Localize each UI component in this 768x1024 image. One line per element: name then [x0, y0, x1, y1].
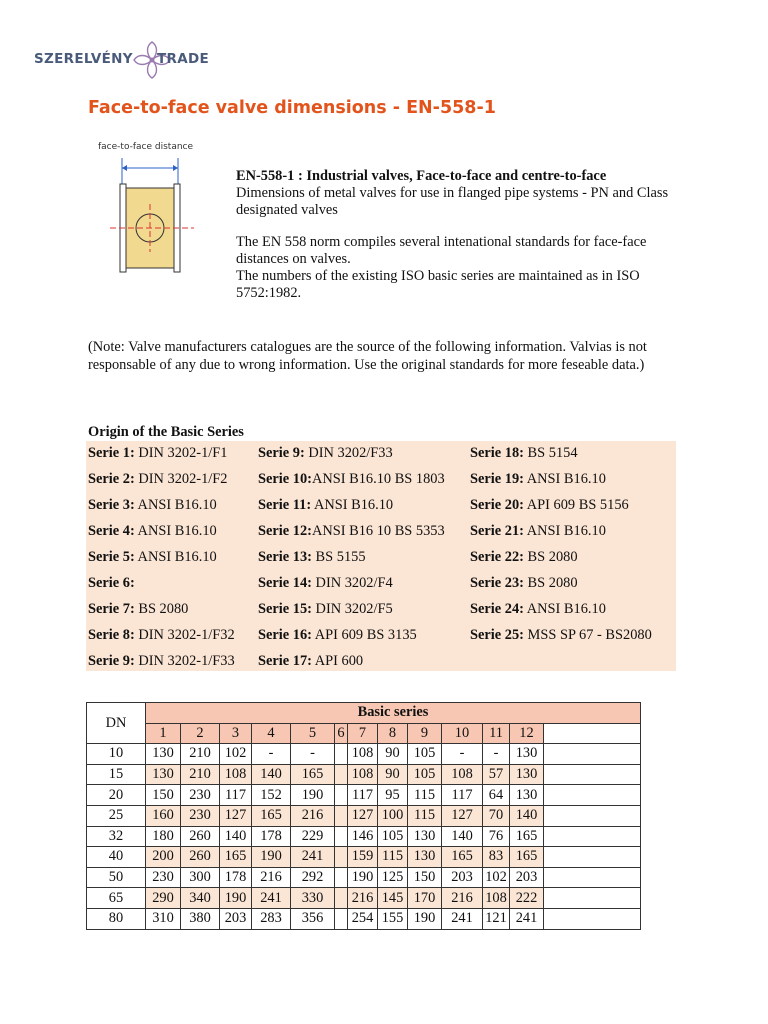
- table-row: [87, 847, 641, 868]
- dimension-cell: [335, 847, 348, 868]
- dn-header: DN: [87, 703, 146, 744]
- valve-drawing: [90, 140, 220, 280]
- dimension-cell: 165: [510, 847, 544, 868]
- valve-diagram: [90, 140, 220, 280]
- serie-key: Serie 16:: [258, 626, 312, 643]
- origin-cell: [468, 441, 676, 467]
- origin-table: [86, 441, 676, 674]
- serie-key: Serie 18:: [470, 445, 524, 462]
- dimension-cell: 130: [510, 744, 544, 765]
- dimension-cell: 83: [483, 847, 510, 868]
- dimension-cell: 102: [220, 744, 252, 765]
- serie-key: Serie 13:: [258, 549, 312, 565]
- dimension-cell: [335, 888, 348, 909]
- dimension-cell: 108: [348, 744, 378, 765]
- dimension-cell: 216: [291, 805, 335, 826]
- series-header: [544, 723, 641, 744]
- dimension-cell: 340: [181, 888, 220, 909]
- dimension-cell: 90: [378, 744, 408, 765]
- dimension-cell: 105: [408, 744, 442, 765]
- dimension-cell: -: [442, 744, 483, 765]
- dimension-cell: 130: [146, 764, 181, 785]
- dimension-cell: 155: [378, 908, 408, 929]
- dimension-cell: 108: [442, 764, 483, 785]
- origin-cell: [468, 519, 676, 545]
- origin-cell: [86, 493, 256, 519]
- dimension-cell: 152: [252, 785, 291, 806]
- serie-key: Serie 11:: [258, 497, 312, 514]
- dimension-cell: 57: [483, 764, 510, 785]
- series-header: 4: [252, 723, 291, 744]
- origin-cell: [86, 519, 256, 545]
- dimension-cell: 216: [348, 888, 378, 909]
- dimension-cell: 130: [408, 847, 442, 868]
- dimension-cell: 117: [220, 785, 252, 806]
- dimension-cell: 165: [220, 847, 252, 868]
- serie-key: Serie 19:: [470, 471, 524, 488]
- dimension-cell: 105: [408, 764, 442, 785]
- page-title: Face-to-face valve dimensions - EN-558-1: [88, 98, 496, 118]
- dimension-cell: 140: [442, 826, 483, 847]
- dimension-cell: [335, 805, 348, 826]
- serie-key: Serie 14:: [258, 574, 312, 591]
- dimension-cell: 178: [252, 826, 291, 847]
- origin-row: [86, 570, 676, 596]
- dimension-cell: 165: [252, 805, 291, 826]
- table-row: [87, 867, 641, 888]
- origin-row: [86, 622, 676, 648]
- serie-key: Serie 8:: [88, 626, 135, 643]
- brand-logo: [34, 40, 234, 80]
- serie-key: Serie 3:: [88, 497, 135, 514]
- serie-standard: DIN 3202-1/F1: [134, 445, 228, 462]
- origin-cell: [86, 622, 256, 648]
- serie-key: Serie 5:: [88, 549, 135, 565]
- dimension-cell: 380: [181, 908, 220, 929]
- dimension-cell: 76: [483, 826, 510, 847]
- dimension-cell: 127: [220, 805, 252, 826]
- dimension-cell: 105: [378, 826, 408, 847]
- dimension-cell: 165: [442, 847, 483, 868]
- dimension-cell: 121: [483, 908, 510, 929]
- dimension-cell: [335, 908, 348, 929]
- serie-standard: DIN 3202/F4: [311, 574, 393, 591]
- dimension-cell: 203: [220, 908, 252, 929]
- dimension-cell: 127: [442, 805, 483, 826]
- dimension-cell: 180: [146, 826, 181, 847]
- dimension-cell: 222: [510, 888, 544, 909]
- serie-standard: ANSI B16.10: [523, 471, 606, 488]
- table-row: [87, 826, 641, 847]
- dimension-cell: 115: [408, 805, 442, 826]
- dimension-cell: 216: [442, 888, 483, 909]
- dimension-cell: 102: [483, 867, 510, 888]
- serie-standard: API 600: [311, 652, 364, 669]
- dimension-cell: 130: [510, 785, 544, 806]
- origin-cell: [468, 467, 676, 493]
- dimension-cell: 150: [146, 785, 181, 806]
- serie-standard: ANSI B16.10: [134, 549, 217, 565]
- origin-cell: [468, 596, 676, 622]
- origin-row: [86, 441, 676, 467]
- serie-key: Serie 9:: [258, 445, 305, 462]
- serie-key: Serie 25:: [470, 626, 524, 643]
- serie-key: Serie 6:: [88, 574, 135, 591]
- serie-standard: BS 2080: [523, 574, 578, 591]
- dimension-cell: 127: [348, 805, 378, 826]
- table-row: [87, 785, 641, 806]
- series-header: 5: [291, 723, 335, 744]
- dimension-cell: 100: [378, 805, 408, 826]
- intro-subheading: Dimensions of metal valves for use in flanged pipe systems - PN and Class designated valves: [236, 184, 669, 218]
- dimension-cell: [335, 744, 348, 765]
- dimension-cell: 203: [442, 867, 483, 888]
- figure-label: face-to-face distance: [98, 142, 194, 152]
- dimension-cell: 115: [378, 847, 408, 868]
- dimension-cell: 190: [348, 867, 378, 888]
- dimension-cell: [544, 826, 641, 847]
- serie-standard: MSS SP 67 - BS2080: [523, 626, 652, 643]
- dimension-cell: 178: [220, 867, 252, 888]
- logo-text-szerelveny: SZERELVÉNY: [34, 51, 133, 67]
- dimension-cell: 117: [442, 785, 483, 806]
- serie-standard: DIN 3202-1/F33: [134, 652, 235, 669]
- dimension-cell: 330: [291, 888, 335, 909]
- serie-key: Serie 10:: [258, 471, 312, 488]
- origin-cell: [86, 596, 256, 622]
- serie-key: Serie 17:: [258, 652, 312, 669]
- dimension-cell: 190: [252, 847, 291, 868]
- dimension-cell: 140: [252, 764, 291, 785]
- serie-standard: BS 5155: [311, 549, 366, 565]
- origin-cell: [468, 622, 676, 648]
- serie-key: Serie 4:: [88, 523, 135, 540]
- dimension-cell: 130: [146, 744, 181, 765]
- dimension-cell: 150: [408, 867, 442, 888]
- dimension-cell: 140: [220, 826, 252, 847]
- dimension-cell: 165: [510, 826, 544, 847]
- origin-table-panel: [86, 441, 676, 671]
- dimension-cell: 159: [348, 847, 378, 868]
- serie-key: Serie 9:: [88, 652, 135, 669]
- dimension-cell: 140: [510, 805, 544, 826]
- dimension-cell: [544, 805, 641, 826]
- dimension-cell: 241: [291, 847, 335, 868]
- dimension-cell: [544, 867, 641, 888]
- serie-standard: ANSI B16.10: [134, 523, 217, 540]
- intro-paragraph-1: The EN 558 norm compiles several intenational standards for face-face distances on valves.: [236, 234, 647, 268]
- table-row: [87, 764, 641, 785]
- dimension-cell: 230: [146, 867, 181, 888]
- origin-cell: [468, 545, 676, 571]
- origin-row: [86, 467, 676, 493]
- dimension-cell: 230: [181, 805, 220, 826]
- serie-key: Serie 20:: [470, 497, 524, 514]
- dimension-cell: 90: [378, 764, 408, 785]
- dimension-cell: 241: [442, 908, 483, 929]
- origin-row: [86, 519, 676, 545]
- origin-cell: [86, 570, 256, 596]
- table-row: [87, 805, 641, 826]
- dimension-cell: 117: [348, 785, 378, 806]
- dimension-cell: 165: [291, 764, 335, 785]
- dimension-cell: 310: [146, 908, 181, 929]
- dimension-cell: [335, 867, 348, 888]
- dn-cell: 50: [87, 867, 146, 888]
- dimension-cell: [335, 764, 348, 785]
- serie-key: Serie 22:: [470, 549, 524, 565]
- origin-title: Origin of the Basic Series: [88, 424, 244, 440]
- table-row: [87, 888, 641, 909]
- dimension-cell: 203: [510, 867, 544, 888]
- intro-heading: EN-558-1 : Industrial valves, Face-to-face and centre-to-face: [236, 168, 607, 184]
- serie-key: Serie 7:: [88, 600, 135, 617]
- dimension-cell: 200: [146, 847, 181, 868]
- dimension-cell: [544, 744, 641, 765]
- origin-cell: [468, 493, 676, 519]
- origin-cell: [256, 545, 468, 571]
- serie-key: Serie 23:: [470, 574, 524, 591]
- table-row: [87, 744, 641, 765]
- series-header: 12: [510, 723, 544, 744]
- dimension-cell: 170: [408, 888, 442, 909]
- serie-key: Serie 12:: [258, 523, 312, 540]
- serie-standard: DIN 3202-1/F2: [134, 471, 228, 488]
- dimension-cell: 130: [510, 764, 544, 785]
- logo-text-trade: TRADE: [157, 51, 209, 67]
- table-row: [87, 908, 641, 929]
- origin-cell: [468, 648, 676, 674]
- serie-standard: BS 5154: [523, 445, 578, 462]
- origin-row: [86, 493, 676, 519]
- origin-row: [86, 596, 676, 622]
- dimension-cell: [544, 847, 641, 868]
- serie-standard: ANSI B16.10: [311, 497, 394, 514]
- dimension-cell: 290: [146, 888, 181, 909]
- dn-cell: 15: [87, 764, 146, 785]
- dimension-cell: 210: [181, 764, 220, 785]
- serie-standard: DIN 3202/F33: [304, 445, 393, 462]
- dimension-cell: 283: [252, 908, 291, 929]
- dimension-cell: 130: [408, 826, 442, 847]
- dimension-cell: 108: [220, 764, 252, 785]
- dimension-cell: 229: [291, 826, 335, 847]
- dimensions-table: [86, 702, 641, 930]
- dimension-cell: 260: [181, 847, 220, 868]
- dimension-cell: [335, 785, 348, 806]
- serie-key: Serie 15:: [258, 600, 312, 617]
- origin-cell: [256, 648, 468, 674]
- series-header: 1: [146, 723, 181, 744]
- origin-cell: [468, 570, 676, 596]
- origin-cell: [256, 467, 468, 493]
- origin-cell: [256, 596, 468, 622]
- dimension-cell: 254: [348, 908, 378, 929]
- origin-cell: [86, 648, 256, 674]
- dimension-cell: 70: [483, 805, 510, 826]
- dimension-cell: 260: [181, 826, 220, 847]
- serie-standard: ANSI B16.10: [523, 600, 606, 617]
- serie-key: Serie 24:: [470, 600, 524, 617]
- origin-row: [86, 545, 676, 571]
- origin-cell: [256, 441, 468, 467]
- serie-standard: API 609 BS 5156: [523, 497, 629, 514]
- dimension-cell: [544, 785, 641, 806]
- dimension-cell: 241: [252, 888, 291, 909]
- series-header: 7: [348, 723, 378, 744]
- dimension-cell: 356: [291, 908, 335, 929]
- dimension-cell: 145: [378, 888, 408, 909]
- dimension-cell: 190: [408, 908, 442, 929]
- dimension-cell: -: [483, 744, 510, 765]
- serie-standard: DIN 3202-1/F32: [134, 626, 235, 643]
- dimension-cell: 64: [483, 785, 510, 806]
- series-header: 11: [483, 723, 510, 744]
- dimension-cell: [544, 888, 641, 909]
- dn-cell: 32: [87, 826, 146, 847]
- serie-standard: BS 2080: [523, 549, 578, 565]
- serie-key: Serie 1:: [88, 445, 135, 462]
- origin-cell: [86, 467, 256, 493]
- dimension-cell: [544, 764, 641, 785]
- dimension-cell: -: [291, 744, 335, 765]
- dimension-cell: 241: [510, 908, 544, 929]
- dimension-cell: 125: [378, 867, 408, 888]
- intro-paragraph-2: The numbers of the existing ISO basic series are maintained as in ISO 5752:1982.: [236, 267, 640, 301]
- series-header: 9: [408, 723, 442, 744]
- dimension-cell: 190: [220, 888, 252, 909]
- dimension-cell: 115: [408, 785, 442, 806]
- disclaimer-note: (Note: Valve manufacturers catalogues are the source of the following information. Valvias is not responsable of any due to wrong information. Use the original standards for more feseable data.): [88, 339, 647, 373]
- dn-cell: 20: [87, 785, 146, 806]
- origin-cell: [256, 493, 468, 519]
- series-header: 6: [335, 723, 348, 744]
- serie-key: Serie 2:: [88, 471, 135, 488]
- origin-cell: [86, 545, 256, 571]
- series-header: 2: [181, 723, 220, 744]
- dimension-cell: 108: [348, 764, 378, 785]
- serie-standard: DIN 3202/F5: [311, 600, 393, 617]
- origin-row: [86, 648, 676, 674]
- dimension-cell: -: [252, 744, 291, 765]
- serie-standard: ANSI B16 10 BS 5353: [311, 523, 445, 540]
- serie-standard: API 609 BS 3135: [311, 626, 417, 643]
- intro-section: [236, 168, 676, 302]
- origin-cell: [256, 570, 468, 596]
- origin-cell: [256, 622, 468, 648]
- serie-standard: BS 2080: [134, 600, 189, 617]
- dimension-cell: 230: [181, 785, 220, 806]
- dimension-cell: 292: [291, 867, 335, 888]
- dimension-cell: 108: [483, 888, 510, 909]
- serie-standard: ANSI B16.10: [134, 497, 217, 514]
- basic-series-header: Basic series: [146, 703, 641, 724]
- dimension-cell: [335, 826, 348, 847]
- dn-cell: 25: [87, 805, 146, 826]
- series-header: 8: [378, 723, 408, 744]
- dimension-cell: 216: [252, 867, 291, 888]
- serie-key: Serie 21:: [470, 523, 524, 540]
- dn-cell: 10: [87, 744, 146, 765]
- dimension-cell: 190: [291, 785, 335, 806]
- series-header: 10: [442, 723, 483, 744]
- dimension-cell: 95: [378, 785, 408, 806]
- origin-cell: [86, 441, 256, 467]
- dimension-cell: [544, 908, 641, 929]
- dimension-cell: 300: [181, 867, 220, 888]
- dimension-cell: 160: [146, 805, 181, 826]
- serie-standard: ANSI B16.10 BS 1803: [311, 471, 445, 488]
- dn-cell: 80: [87, 908, 146, 929]
- dimension-cell: 210: [181, 744, 220, 765]
- origin-cell: [256, 519, 468, 545]
- dn-cell: 65: [87, 888, 146, 909]
- dn-cell: 40: [87, 847, 146, 868]
- series-header: 3: [220, 723, 252, 744]
- dimension-cell: 146: [348, 826, 378, 847]
- serie-standard: ANSI B16.10: [523, 523, 606, 540]
